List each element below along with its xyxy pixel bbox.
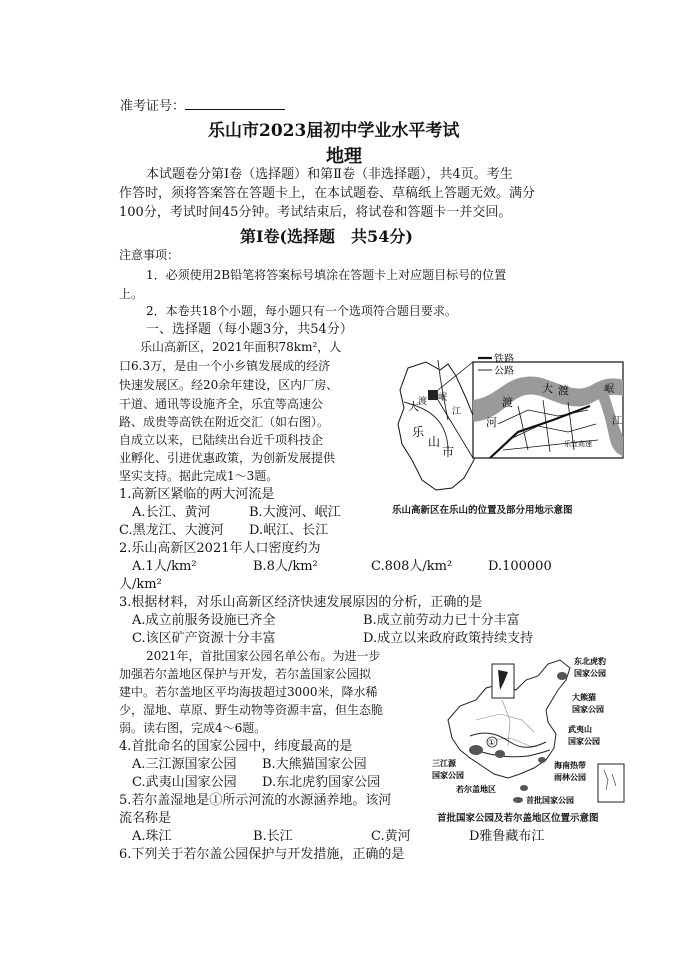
map-label: 渡 [558,384,569,397]
material2-line: 少，湿地、草原、野生动物等资源丰富，但生态脆 [119,703,384,717]
map-label: 市 [442,445,455,459]
map-label: 乐宜高速 [564,440,592,448]
exam-number-label: 准考证号： [120,99,186,114]
material2-line: 建中。若尔盖地区平均海拔超过3000米，降水稀 [119,685,378,699]
river-marker: ① [488,738,496,747]
q2-stem: 2.乐山高新区2021年人口密度约为 [119,541,321,556]
q5-option-a[interactable]: A.珠江 [132,829,172,844]
q3-option-a[interactable]: A.成立前服务设施已齐全 [132,613,276,628]
material1-line: 乐山高新区，2021年面积78km²，人 [140,340,342,354]
material1-line: 自成立以来，已陆续出台近千项科技企 [119,433,324,447]
q2-option-c[interactable]: C.808人/km² [371,559,453,574]
q4-option-d[interactable]: D.东北虎豹国家公园 [262,775,381,790]
material1-line: 快速发展区。经20余年建设，区内厂房、 [119,378,339,392]
leshan-map-figure [378,340,628,500]
park-label-hainan2: 雨林公园 [554,773,586,782]
map-label: 岷 [438,393,448,403]
q1-option-c[interactable]: C.黑龙江、大渡河 [119,523,224,538]
q5-stem-a: 5.若尔盖湿地是①所示河流的水源涵养地。该河 [119,793,392,808]
q1-stem: 1.高新区紧临的两大河流是 [119,487,275,502]
q5-option-c[interactable]: C.黄河 [371,829,411,844]
section-title: 第Ⅰ卷(选择题 共54分) [240,227,413,246]
material1-line: 路、成贵等高铁在附近交汇（如右图）。 [119,415,330,429]
region-label-ruoergai: 若尔盖地区 [456,785,496,794]
map-label: 河 [486,416,497,429]
park-label-daxiongmao2: 国家公园 [572,705,604,714]
q6-stem: 6.下列关于若尔盖公园保护与开发措施，正确的是 [119,847,405,862]
map-label: 大 [408,400,419,413]
notice-label: 注意事项： [119,248,180,262]
intro-line-2: 作答时，须将答案答在答题卡上，在本试题卷、草稿纸上答题无效。满分 [119,186,536,201]
material2-line: 2021年，首批国家公园名单公布。为进一步 [146,649,381,663]
legend-rail-label: 铁路 [494,354,514,365]
notice-1a: 1．必须使用2B铅笔将答案标号填涂在答题卡上对应题目标号的位置 [146,268,507,282]
q4-option-a[interactable]: A.三江源国家公园 [132,757,237,772]
q5-option-b[interactable]: B.长江 [253,829,293,844]
exam-number-blank [185,97,285,110]
material1-line: 坚实支持。据此完成1～3题。 [119,469,279,483]
map-label: 乐 [412,425,425,439]
intro-line-3: 100分，考试时间45分钟。考试结束后，将试卷和答题卡一并交回。 [119,205,512,220]
map-label: 渡 [418,397,428,407]
map-label: 岷 [604,384,614,395]
material2-line: 加强若尔盖地区保护与开发，若尔盖国家公园拟 [119,667,372,681]
national-parks-map [430,650,628,808]
q5-stem-b: 流名称是 [119,811,172,826]
park-label-dongbei: 东北虎豹 [574,657,606,666]
map1-caption: 乐山高新区在乐山的位置及部分用地示意图 [392,505,573,516]
park-label-dongbei2: 国家公园 [574,669,606,678]
park-label-hainan: 海南热带 [554,761,586,770]
q4-option-c[interactable]: C.武夷山国家公园 [132,775,237,790]
exam-number-field [120,97,285,116]
q4-option-b[interactable]: B.大熊猫国家公园 [262,757,367,772]
map-label: 江 [612,416,622,427]
q1-option-a[interactable]: A.长江、黄河 [132,505,211,520]
map-label: 渡 [502,396,513,409]
map2-legend-label: 首批国家公园 [526,796,574,805]
q3-option-c[interactable]: C.该区矿产资源十分丰富 [132,631,276,646]
q3-option-d[interactable]: D.成立以来政府政策持续支持 [363,631,534,646]
leshan-map [378,340,628,500]
material1-line: 口6.3万，是由一个小乡镇发展成的经济 [119,359,331,373]
page-title: 乐山市2023届初中学业水平考试 [208,121,460,141]
q2-option-b[interactable]: B.8人/km² [253,559,318,574]
q2-option-d[interactable]: D.100000 [488,559,552,574]
park-label-sanjiang: 三江源 [432,759,456,768]
q2-option-d-cont: 人/km² [119,577,162,592]
q2-option-a[interactable]: A.1人/km² [132,559,197,574]
intro-line-1: 本试题卷分第Ⅰ卷（选择题）和第Ⅱ卷（非选择题），共4页。考生 [146,167,513,182]
part-title: 一、选择题（每小题3分，共54分） [146,322,353,337]
park-label-wuyi2: 国家公园 [568,737,600,746]
subject-title: 地理 [326,146,362,167]
material1-line: 业孵化、引进优惠政策，为创新发展提供 [119,451,336,465]
park-label-wuyi: 武夷山 [568,725,592,734]
notice-2: 2．本卷共18个小题，每小题只有一个选项符合题目要求。 [146,304,457,318]
legend-road-label: 公路 [494,366,514,377]
map2-caption: 首批国家公园及若尔盖地区位置示意图 [437,813,599,824]
material2-line: 弱。读右图，完成4～6题。 [119,721,267,735]
national-parks-map-figure [430,650,628,808]
q3-stem: 3.根据材料，对乐山高新区经济快速发展原因的分析，正确的是 [119,595,483,610]
q4-stem: 4.首批命名的国家公园中，纬度最高的是 [119,739,353,754]
park-label-daxiongmao: 大熊猫 [572,693,596,702]
notice-1b: 上。 [119,287,144,301]
park-label-sanjiang2: 国家公园 [432,771,464,780]
q3-option-b[interactable]: B.成立前劳动力已十分丰富 [363,613,520,628]
q1-option-d[interactable]: D.岷江、长江 [249,523,329,538]
map-label: 山 [428,435,441,449]
q1-option-b[interactable]: B.大渡河、岷江 [249,505,341,520]
map-label: 大 [542,382,553,395]
q5-option-d[interactable]: D雅鲁藏布江 [469,829,545,844]
material1-line: 干道、通讯等设施齐全，乐宜等高速公 [119,397,324,411]
map-label: 江 [452,407,462,417]
